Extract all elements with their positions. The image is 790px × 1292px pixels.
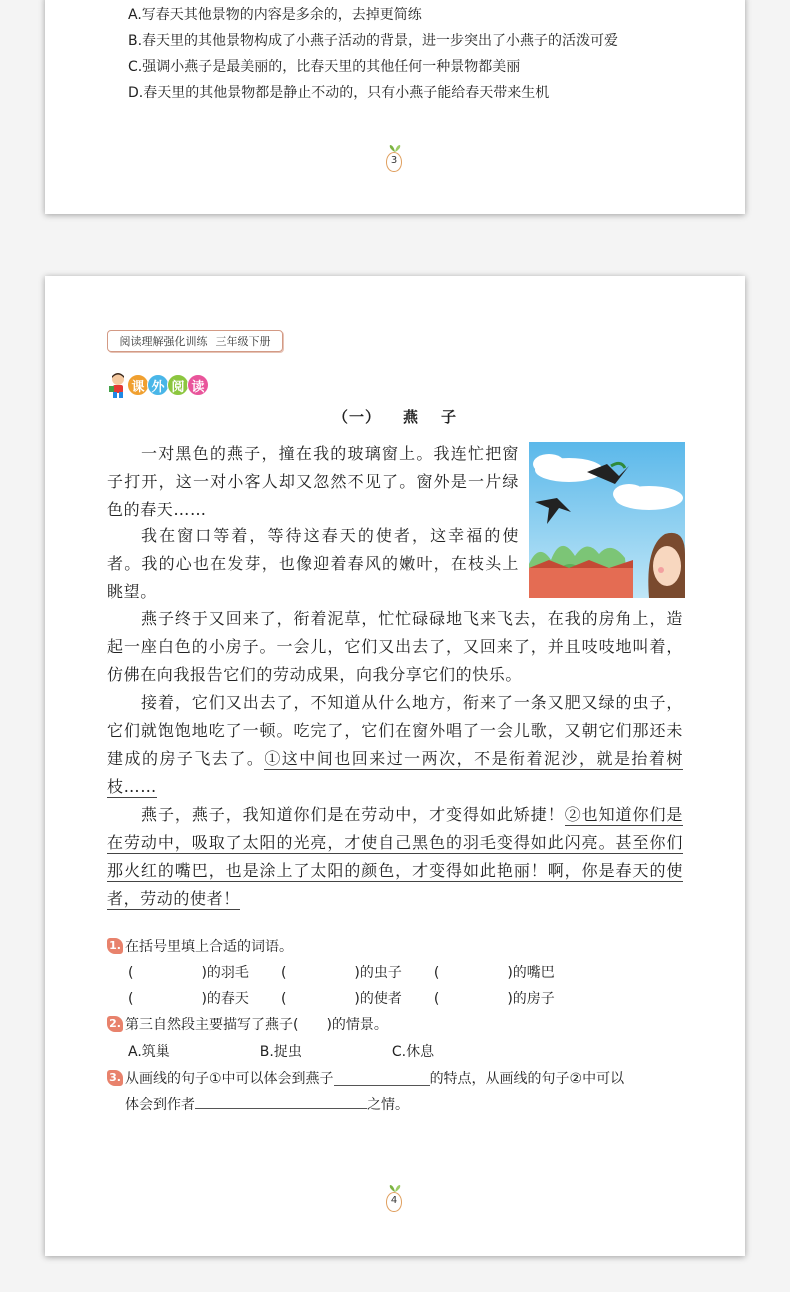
question-3: 3. 从画线的句子①中可以体会到燕子 的特点，从画线的句子②中可以 xyxy=(107,1068,624,1088)
story-title: （一） 燕 子 xyxy=(332,408,458,426)
question-2: 2. 第三自然段主要描写了燕子( )的情景。 xyxy=(107,1014,388,1034)
book-header xyxy=(107,330,283,352)
paragraph-3: 燕子终于又回来了，衔着泥草，忙忙碌碌地飞来飞去，在我的房角上，造起一座白色的小房子。一会儿，它们又出去了，又回来了，并且吱吱地叫着，仿佛在向我报告它们的劳动成果，向我分享它们的快乐。 xyxy=(107,609,683,684)
q2-options xyxy=(128,1041,434,1061)
paragraph-2: 我在窗口等着，等待这春天的使者，这幸福的使者。我的心也在发芽，也像迎着春风的嫩叶，在枝头上眺望。 xyxy=(107,526,519,601)
option-b: B.春天里的其他景物构成了小燕子活动的背景，进一步突出了小燕子的活泼可爱 xyxy=(128,33,619,49)
q2-option-b[interactable]: B.捉虫 xyxy=(259,1044,302,1060)
option-a: A.写春天其他景物的内容是多余的，去掉更简练 xyxy=(128,7,422,23)
header-grade: 三年级下册 xyxy=(215,335,271,348)
section-title-extracurricular-reading xyxy=(107,370,209,400)
paragraph-4: 接着，它们又出去了，不知道从什么地方，衔来了一条又肥又绿的虫子，它们就饱饱地吃了一顿。吃完了，它们在窗外唱了一会儿歌，又朝它们那还未建成的房子飞去了。①这中间也回来过一两次，不是衔着泥沙，就是抬着树枝…… xyxy=(107,693,683,796)
q2-option-c[interactable]: C.休息 xyxy=(391,1044,435,1060)
option-d: D.春天里的其他景物都是静止不动的，只有小燕子能给春天带来生机 xyxy=(128,85,550,101)
page-number: 3 xyxy=(375,144,415,184)
paragraph-1: 一对黑色的燕子，撞在我的玻璃窗上。我连忙把窗子打开，这一对小客人却又忽然不见了。窗外是一片绿色的春天…… xyxy=(107,444,519,519)
blank-messenger[interactable]: )的使者 xyxy=(354,991,402,1007)
question-1: 1. 在括号里填上合适的词语。 xyxy=(107,936,293,956)
question-3-line-2: 体会到作者 之情。 xyxy=(125,1094,409,1114)
underlined-sentence-2: ②也知道你们是在劳动中，吸取了太阳的光亮，才使自己黑色的羽毛变得如此闪亮。甚至你们那火红的嘴巴，也是涂上了太阳的颜色，才变得如此艳丽！啊，你是春天的使者，劳动的使者！ xyxy=(107,805,683,908)
blank-house[interactable]: )的房子 xyxy=(507,991,555,1007)
section-char-3: 阅 xyxy=(167,374,189,396)
blank-insect[interactable]: )的虫子 xyxy=(354,965,402,981)
blank-beak[interactable]: )的嘴巴 xyxy=(507,965,555,981)
page-number: 4 xyxy=(375,1184,415,1224)
leaf-icon xyxy=(389,1184,401,1192)
blank-spring[interactable]: )的春天 xyxy=(201,991,249,1007)
swallows-spring-illustration xyxy=(529,442,685,598)
page-3 xyxy=(45,0,745,214)
q1-row-2: ( )的春天 ( )的使者 ( )的房子 xyxy=(128,991,555,1007)
option-c: C.强调小燕子是最美丽的，比春天里的其他任何一种景物都美丽 xyxy=(128,59,521,75)
answer-blank-feeling[interactable] xyxy=(195,1094,367,1109)
answer-blank-trait[interactable] xyxy=(334,1071,430,1086)
underlined-sentence-1: ①这中间也回来过一两次，不是衔着泥沙，就是抬着树枝…… xyxy=(107,749,683,796)
section-char-1: 课 xyxy=(127,374,149,396)
section-char-2: 外 xyxy=(147,374,169,396)
leaf-icon xyxy=(389,144,401,152)
reading-kid-icon xyxy=(107,371,129,399)
q1-row-1: ( )的羽毛 ( )的虫子 ( )的嘴巴 xyxy=(128,965,555,981)
paragraph-5: 燕子，燕子，我知道你们是在劳动中，才变得如此矫捷！②也知道你们是在劳动中，吸取了太阳的光亮，才使自己黑色的羽毛变得如此闪亮。甚至你们那火红的嘴巴，也是涂上了太阳的颜色，才变得如此艳丽！啊，你是春天的使者，劳动的使者！ xyxy=(107,805,683,908)
header-series: 阅读理解强化训练 xyxy=(119,335,208,348)
q2-option-a[interactable]: A.筑巢 xyxy=(128,1044,170,1060)
section-char-4: 读 xyxy=(187,374,209,396)
blank-feathers[interactable]: )的羽毛 xyxy=(201,965,249,981)
page-4 xyxy=(45,276,745,1256)
